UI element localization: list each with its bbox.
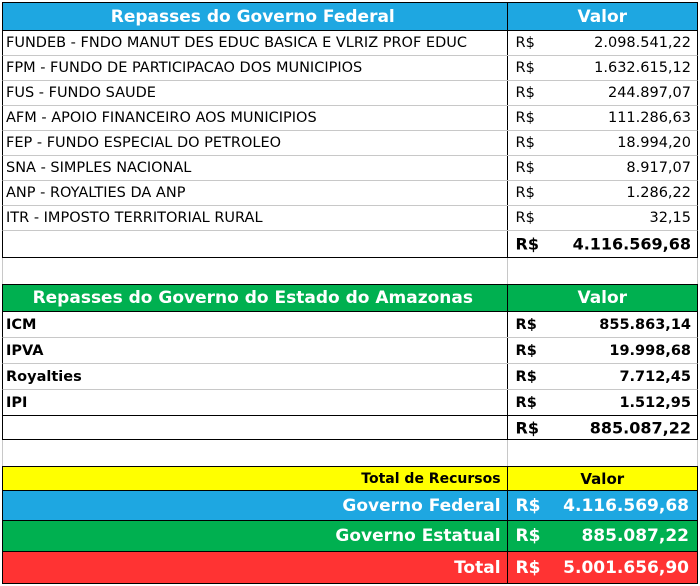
federal-row-anp xyxy=(2,181,698,206)
currency-label: R$ xyxy=(515,418,539,437)
estado-title: Repasses do Governo do Estado do Amazonas xyxy=(32,288,473,308)
empty-cell xyxy=(3,231,508,257)
currency-label: R$ xyxy=(515,368,537,385)
empty-cell xyxy=(508,440,697,466)
estado-header xyxy=(2,284,698,312)
federal-total-value: 4.116.569,68 xyxy=(572,234,691,254)
currency-label: R$ xyxy=(515,110,535,126)
currency-label: R$ xyxy=(515,557,541,578)
row-value: 32,15 xyxy=(649,210,691,226)
empty-cell xyxy=(3,258,508,284)
federal-total-cell xyxy=(508,231,697,257)
federal-row-sna xyxy=(2,156,698,181)
row-name: Royalties xyxy=(3,364,508,389)
summary-total-label: Total xyxy=(3,552,508,583)
estado-value-header: Valor xyxy=(577,288,628,308)
currency-label: R$ xyxy=(515,60,535,76)
row-name: FUNDEB - FNDO MANUT DES EDUC BASICA E VLRIZ PROF EDUC xyxy=(3,31,508,55)
federal-row-itr xyxy=(2,206,698,231)
row-value: 1.632.615,12 xyxy=(594,60,691,76)
summary-title: Total de Recursos xyxy=(3,467,508,490)
row-value: 18.994,20 xyxy=(617,135,691,151)
row-name: SNA - SIMPLES NACIONAL xyxy=(3,156,508,180)
summary-total-value: 5.001.656,90 xyxy=(563,557,689,578)
currency-label: R$ xyxy=(515,85,535,101)
estado-title-cell xyxy=(3,285,508,311)
row-value-cell xyxy=(508,31,697,55)
row-name: ITR - IMPOSTO TERRITORIAL RURAL xyxy=(3,206,508,230)
currency-label: R$ xyxy=(515,210,535,226)
row-value-cell xyxy=(508,131,697,155)
row-value-cell xyxy=(508,106,697,130)
estado-row-ipi xyxy=(2,390,698,416)
estado-total-cell xyxy=(508,416,697,439)
row-value: 111.286,63 xyxy=(607,110,691,126)
summary-federal-label: Governo Federal xyxy=(3,491,508,520)
row-name: FEP - FUNDO ESPECIAL DO PETROLEO xyxy=(3,131,508,155)
row-name: ICM xyxy=(3,312,508,337)
row-name: IPVA xyxy=(3,338,508,363)
summary-row-federal xyxy=(2,491,698,521)
spacer-row xyxy=(2,440,698,466)
row-value-cell xyxy=(508,81,697,105)
summary-total-cell xyxy=(508,552,697,583)
currency-label: R$ xyxy=(515,394,537,411)
row-value: 7.712,45 xyxy=(619,368,691,385)
federal-row-fundeb xyxy=(2,31,698,56)
federal-total-row xyxy=(2,231,698,258)
federal-row-fpm xyxy=(2,56,698,81)
federal-row-afm xyxy=(2,106,698,131)
row-value: 244.897,07 xyxy=(607,85,691,101)
estado-row-ipva xyxy=(2,338,698,364)
currency-label: R$ xyxy=(515,160,535,176)
row-value: 855.863,14 xyxy=(599,316,691,333)
empty-cell xyxy=(3,440,508,466)
currency-label: R$ xyxy=(515,342,537,359)
empty-cell xyxy=(508,258,697,284)
summary-estadual-cell xyxy=(508,521,697,551)
estado-row-icm xyxy=(2,312,698,338)
summary-header xyxy=(2,466,698,491)
row-name: FUS - FUNDO SAUDE xyxy=(3,81,508,105)
row-name: ANP - ROYALTIES DA ANP xyxy=(3,181,508,205)
estado-row-royalties xyxy=(2,364,698,390)
row-name: AFM - APOIO FINANCEIRO AOS MUNICIPIOS xyxy=(3,106,508,130)
federal-row-fus xyxy=(2,81,698,106)
row-value-cell xyxy=(508,181,697,205)
row-value-cell xyxy=(508,390,697,415)
currency-label: R$ xyxy=(515,234,539,254)
row-value: 19.998,68 xyxy=(609,342,691,359)
summary-estadual-label: Governo Estatual xyxy=(3,521,508,551)
currency-label: R$ xyxy=(515,135,535,151)
spacer-row xyxy=(2,258,698,284)
currency-label: R$ xyxy=(515,526,541,546)
currency-label: R$ xyxy=(515,316,537,333)
row-value-cell xyxy=(508,56,697,80)
summary-row-estadual xyxy=(2,521,698,552)
row-value-cell xyxy=(508,206,697,230)
currency-label: R$ xyxy=(515,35,535,51)
row-value-cell xyxy=(508,156,697,180)
federal-title-cell xyxy=(3,3,508,30)
row-value: 8.917,07 xyxy=(626,160,691,176)
summary-federal-value: 4.116.569,68 xyxy=(563,495,689,516)
row-value: 2.098.541,22 xyxy=(594,35,691,51)
summary-row-total xyxy=(2,552,698,584)
row-value-cell xyxy=(508,312,697,337)
federal-row-fep xyxy=(2,131,698,156)
row-value-cell xyxy=(508,364,697,389)
currency-label: R$ xyxy=(515,495,541,516)
federal-value-header: Valor xyxy=(577,6,628,27)
row-value-cell xyxy=(508,338,697,363)
summary-federal-cell xyxy=(508,491,697,520)
summary-estadual-value: 885.087,22 xyxy=(581,526,689,546)
empty-cell xyxy=(3,416,508,439)
federal-title: Repasses do Governo Federal xyxy=(110,6,395,27)
estado-total-row xyxy=(2,416,698,440)
row-value: 1.286,22 xyxy=(626,185,691,201)
currency-label: R$ xyxy=(515,185,535,201)
summary-value-header: Valor xyxy=(580,469,625,488)
row-name: IPI xyxy=(3,390,508,415)
row-name: FPM - FUNDO DE PARTICIPACAO DOS MUNICIPIOS xyxy=(3,56,508,80)
estado-total-value: 885.087,22 xyxy=(589,418,691,437)
row-value: 1.512,95 xyxy=(619,394,691,411)
federal-header xyxy=(2,2,698,31)
